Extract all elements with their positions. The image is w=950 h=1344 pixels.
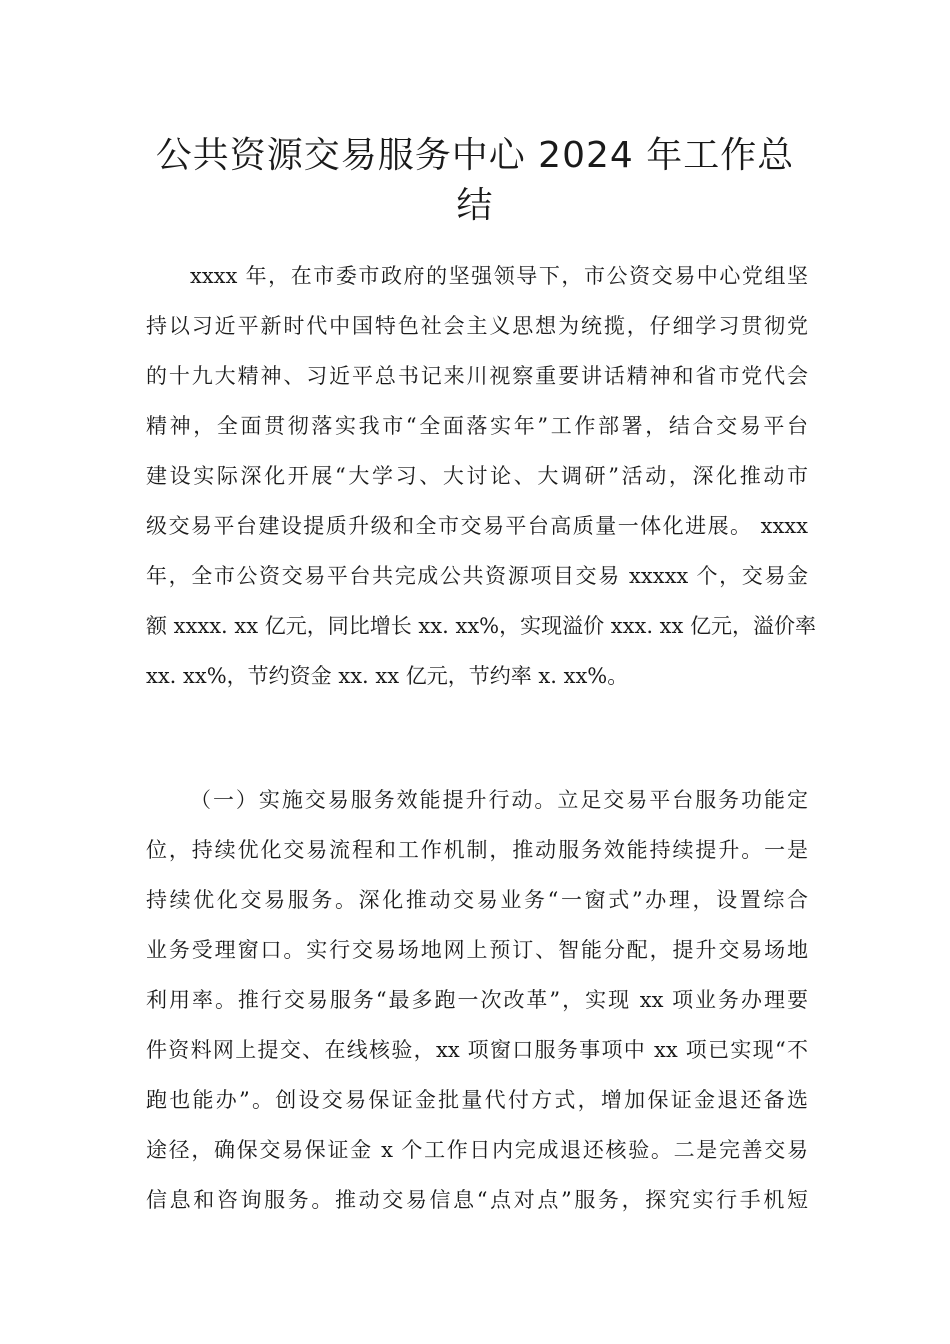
paragraph-line: 信息和咨询服务。推动交易信息“点对点”服务，探究实行手机短 xyxy=(146,1188,808,1212)
paragraph-line: （一）实施交易服务效能提升行动。立足交易平台服务功能定 xyxy=(190,788,808,812)
paragraph-line: 位，持续优化交易流程和工作机制，推动服务效能持续提升。一是 xyxy=(146,838,808,862)
paragraph-line: 跑也能办”。创设交易保证金批量代付方式，增加保证金退还备选 xyxy=(146,1088,808,1112)
paragraph-line: 利用率。推行交易服务“最多跑一次改革”，实现 xx 项业务办理要 xyxy=(146,988,808,1012)
paragraph-line: 的十九大精神、习近平总书记来川视察重要讲话精神和省市党代会 xyxy=(146,364,808,388)
paragraph-line: xxxx 年，在市委市政府的坚强领导下，市公资交易中心党组坚 xyxy=(190,264,808,288)
paragraph-line: 额 xxxx. xx 亿元，同比增长 xx. xx%，实现溢价 xxx. xx 亿元，溢价率 xyxy=(146,614,817,638)
paragraph-line: 途径，确保交易保证金 x 个工作日内完成退还核验。二是完善交易 xyxy=(146,1138,808,1162)
paragraph-line: 业务受理窗口。实行交易场地网上预订、智能分配，提升交易场地 xyxy=(146,938,808,962)
document-title-line-2: 结 xyxy=(456,185,494,226)
paragraph-line: xx. xx%，节约资金 xx. xx 亿元，节约率 x. xx%。 xyxy=(146,664,629,688)
document-title-line-1: 公共资源交易服务中心 2024 年工作总 xyxy=(155,135,795,176)
paragraph-line: 级交易平台建设提质升级和全市交易平台高质量一体化进展。 xxxx xyxy=(146,514,808,538)
paragraph-line: 建设实际深化开展“大学习、大讨论、大调研”活动，深化推动市 xyxy=(146,464,808,488)
paragraph-line: 持以习近平新时代中国特色社会主义思想为统揽，仔细学习贯彻党 xyxy=(146,314,808,338)
paragraph-line: 精神，全面贯彻落实我市“全面落实年”工作部署，结合交易平台 xyxy=(146,414,808,438)
paragraph-line: 件资料网上提交、在线核验，xx 项窗口服务事项中 xx 项已实现“不 xyxy=(146,1038,808,1062)
paragraph-line: 年，全市公资交易平台共完成公共资源项目交易 xxxxx 个，交易金 xyxy=(146,564,808,588)
paragraph-line: 持续优化交易服务。深化推动交易业务“一窗式”办理，设置综合 xyxy=(146,888,808,912)
